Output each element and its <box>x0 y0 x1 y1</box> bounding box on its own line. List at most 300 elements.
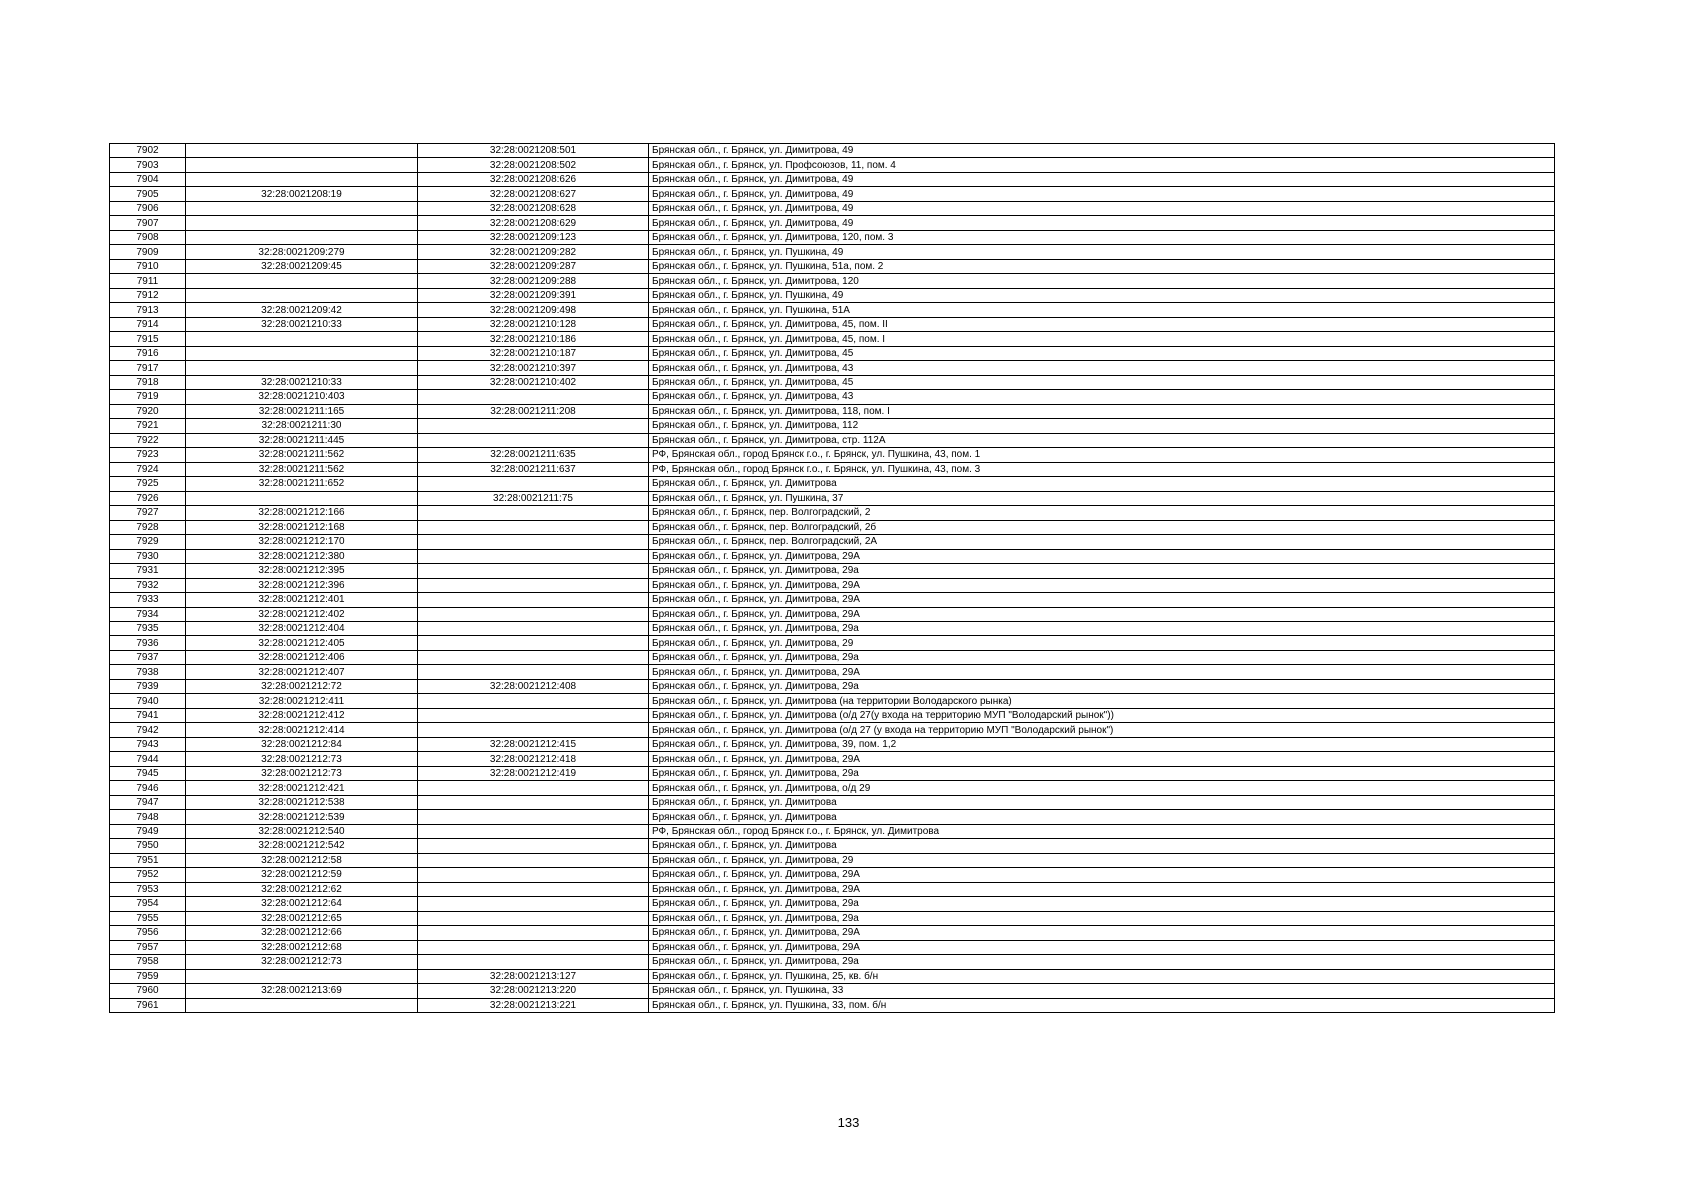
row-number-cell: 7923 <box>110 448 186 462</box>
row-number-cell: 7959 <box>110 969 186 983</box>
address-cell: Брянская обл., г. Брянск, ул. Димитрова, 29а <box>649 564 1555 578</box>
object-cadastral-number-cell <box>418 477 649 491</box>
table-row <box>110 390 1555 404</box>
object-cadastral-number-cell: 32:28:0021212:408 <box>418 679 649 693</box>
land-cadastral-number-cell: 32:28:0021212:421 <box>186 781 418 795</box>
row-number-cell: 7950 <box>110 839 186 853</box>
table-row <box>110 216 1555 230</box>
row-number-cell: 7933 <box>110 593 186 607</box>
row-number-cell: 7924 <box>110 462 186 476</box>
land-cadastral-number-cell <box>186 491 418 505</box>
row-number-cell: 7939 <box>110 679 186 693</box>
land-cadastral-number-cell: 32:28:0021212:401 <box>186 593 418 607</box>
land-cadastral-number-cell <box>186 274 418 288</box>
land-cadastral-number-cell: 32:28:0021209:279 <box>186 245 418 259</box>
land-cadastral-number-cell <box>186 144 418 158</box>
address-cell: Брянская обл., г. Брянск, ул. Димитрова, 120 <box>649 274 1555 288</box>
object-cadastral-number-cell <box>418 621 649 635</box>
row-number-cell: 7932 <box>110 578 186 592</box>
land-cadastral-number-cell: 32:28:0021210:33 <box>186 375 418 389</box>
table-row <box>110 520 1555 534</box>
address-cell: Брянская обл., г. Брянск, ул. Димитрова, о/д 29 <box>649 781 1555 795</box>
object-cadastral-number-cell: 32:28:0021212:415 <box>418 737 649 751</box>
land-cadastral-number-cell: 32:28:0021212:542 <box>186 839 418 853</box>
table-row <box>110 810 1555 824</box>
table-row <box>110 201 1555 215</box>
table-row <box>110 723 1555 737</box>
object-cadastral-number-cell <box>418 593 649 607</box>
land-cadastral-number-cell: 32:28:0021212:64 <box>186 897 418 911</box>
row-number-cell: 7956 <box>110 926 186 940</box>
table-row <box>110 332 1555 346</box>
row-number-cell: 7919 <box>110 390 186 404</box>
address-cell: Брянская обл., г. Брянск, ул. Профсоюзов, 11, пом. 4 <box>649 158 1555 172</box>
table-row <box>110 506 1555 520</box>
row-number-cell: 7904 <box>110 172 186 186</box>
address-cell: Брянская обл., г. Брянск, ул. Димитрова <box>649 839 1555 853</box>
address-cell: Брянская обл., г. Брянск, пер. Волгоградский, 2А <box>649 535 1555 549</box>
address-cell: Брянская обл., г. Брянск, ул. Димитрова, 39, пом. 1,2 <box>649 737 1555 751</box>
land-cadastral-number-cell: 32:28:0021212:65 <box>186 911 418 925</box>
table-row <box>110 650 1555 664</box>
object-cadastral-number-cell <box>418 708 649 722</box>
row-number-cell: 7930 <box>110 549 186 563</box>
address-cell: Брянская обл., г. Брянск, ул. Димитрова, 29а <box>649 766 1555 780</box>
land-cadastral-number-cell <box>186 172 418 186</box>
table-row <box>110 230 1555 244</box>
address-cell: Брянская обл., г. Брянск, ул. Димитрова, 29а <box>649 955 1555 969</box>
address-cell: Брянская обл., г. Брянск, ул. Димитрова <box>649 795 1555 809</box>
table-row <box>110 752 1555 766</box>
address-cell: Брянская обл., г. Брянск, ул. Димитрова, 29А <box>649 578 1555 592</box>
object-cadastral-number-cell <box>418 665 649 679</box>
address-cell: Брянская обл., г. Брянск, ул. Димитрова, 29А <box>649 882 1555 896</box>
row-number-cell: 7937 <box>110 650 186 664</box>
address-cell: Брянская обл., г. Брянск, ул. Димитрова, 49 <box>649 144 1555 158</box>
table-row <box>110 781 1555 795</box>
row-number-cell: 7934 <box>110 607 186 621</box>
address-cell: Брянская обл., г. Брянск, ул. Димитрова, 29а <box>649 679 1555 693</box>
object-cadastral-number-cell: 32:28:0021210:186 <box>418 332 649 346</box>
table-row <box>110 375 1555 389</box>
land-cadastral-number-cell: 32:28:0021212:404 <box>186 621 418 635</box>
object-cadastral-number-cell <box>418 868 649 882</box>
table-row <box>110 607 1555 621</box>
object-cadastral-number-cell <box>418 795 649 809</box>
row-number-cell: 7927 <box>110 506 186 520</box>
table-row <box>110 274 1555 288</box>
address-cell: Брянская обл., г. Брянск, ул. Пушкина, 37 <box>649 491 1555 505</box>
table-row <box>110 882 1555 896</box>
table-row <box>110 621 1555 635</box>
table-row <box>110 288 1555 302</box>
object-cadastral-number-cell: 32:28:0021210:397 <box>418 361 649 375</box>
land-cadastral-number-cell: 32:28:0021212:168 <box>186 520 418 534</box>
object-cadastral-number-cell: 32:28:0021212:419 <box>418 766 649 780</box>
land-cadastral-number-cell: 32:28:0021212:62 <box>186 882 418 896</box>
land-cadastral-number-cell: 32:28:0021209:42 <box>186 303 418 317</box>
row-number-cell: 7903 <box>110 158 186 172</box>
address-cell: Брянская обл., г. Брянск, ул. Димитрова, 29А <box>649 607 1555 621</box>
table-row <box>110 317 1555 331</box>
object-cadastral-number-cell <box>418 535 649 549</box>
row-number-cell: 7921 <box>110 419 186 433</box>
table-row <box>110 940 1555 954</box>
land-cadastral-number-cell: 32:28:0021211:562 <box>186 448 418 462</box>
table-row <box>110 419 1555 433</box>
object-cadastral-number-cell <box>418 723 649 737</box>
land-cadastral-number-cell: 32:28:0021210:33 <box>186 317 418 331</box>
land-cadastral-number-cell: 32:28:0021211:165 <box>186 404 418 418</box>
row-number-cell: 7911 <box>110 274 186 288</box>
land-cadastral-number-cell: 32:28:0021211:562 <box>186 462 418 476</box>
object-cadastral-number-cell: 32:28:0021209:391 <box>418 288 649 302</box>
table-row <box>110 636 1555 650</box>
row-number-cell: 7905 <box>110 187 186 201</box>
row-number-cell: 7907 <box>110 216 186 230</box>
row-number-cell: 7946 <box>110 781 186 795</box>
land-cadastral-number-cell: 32:28:0021212:402 <box>186 607 418 621</box>
land-cadastral-number-cell <box>186 361 418 375</box>
object-cadastral-number-cell: 32:28:0021213:127 <box>418 969 649 983</box>
land-cadastral-number-cell <box>186 998 418 1012</box>
object-cadastral-number-cell: 32:28:0021211:208 <box>418 404 649 418</box>
land-cadastral-number-cell: 32:28:0021212:170 <box>186 535 418 549</box>
object-cadastral-number-cell <box>418 694 649 708</box>
table-row <box>110 839 1555 853</box>
object-cadastral-number-cell: 32:28:0021211:75 <box>418 491 649 505</box>
page-number: 133 <box>837 1115 860 1130</box>
row-number-cell: 7961 <box>110 998 186 1012</box>
object-cadastral-number-cell: 32:28:0021209:287 <box>418 259 649 273</box>
object-cadastral-number-cell: 32:28:0021211:635 <box>418 448 649 462</box>
land-cadastral-number-cell: 32:28:0021212:396 <box>186 578 418 592</box>
address-cell: Брянская обл., г. Брянск, ул. Димитрова, 45 <box>649 346 1555 360</box>
address-cell: Брянская обл., г. Брянск, ул. Димитрова, 49 <box>649 172 1555 186</box>
address-cell: Брянская обл., г. Брянск, ул. Димитрова, 49 <box>649 201 1555 215</box>
land-cadastral-number-cell: 32:28:0021212:166 <box>186 506 418 520</box>
row-number-cell: 7935 <box>110 621 186 635</box>
land-cadastral-number-cell: 32:28:0021212:66 <box>186 926 418 940</box>
address-cell: Брянская обл., г. Брянск, ул. Димитрова (о/д 27(у входа на территорию МУП "Володарский рынок")) <box>649 708 1555 722</box>
land-cadastral-number-cell: 32:28:0021212:538 <box>186 795 418 809</box>
row-number-cell: 7948 <box>110 810 186 824</box>
table-row <box>110 737 1555 751</box>
table-row <box>110 491 1555 505</box>
row-number-cell: 7920 <box>110 404 186 418</box>
object-cadastral-number-cell: 32:28:0021210:402 <box>418 375 649 389</box>
land-cadastral-number-cell <box>186 158 418 172</box>
row-number-cell: 7953 <box>110 882 186 896</box>
address-cell: Брянская обл., г. Брянск, ул. Димитрова, 43 <box>649 390 1555 404</box>
object-cadastral-number-cell <box>418 926 649 940</box>
land-cadastral-number-cell <box>186 230 418 244</box>
object-cadastral-number-cell: 32:28:0021213:220 <box>418 984 649 998</box>
table-row <box>110 462 1555 476</box>
object-cadastral-number-cell: 32:28:0021208:629 <box>418 216 649 230</box>
row-number-cell: 7940 <box>110 694 186 708</box>
address-cell: Брянская обл., г. Брянск, ул. Димитрова, 29А <box>649 940 1555 954</box>
land-cadastral-number-cell: 32:28:0021212:73 <box>186 752 418 766</box>
address-cell: Брянская обл., г. Брянск, ул. Димитрова, 29А <box>649 665 1555 679</box>
address-cell: Брянская обл., г. Брянск, ул. Димитрова, 49 <box>649 187 1555 201</box>
object-cadastral-number-cell: 32:28:0021211:637 <box>418 462 649 476</box>
table-row <box>110 259 1555 273</box>
object-cadastral-number-cell <box>418 419 649 433</box>
table-row <box>110 477 1555 491</box>
row-number-cell: 7928 <box>110 520 186 534</box>
table-row <box>110 926 1555 940</box>
table-row <box>110 708 1555 722</box>
address-cell: Брянская обл., г. Брянск, ул. Димитрова, 29А <box>649 593 1555 607</box>
object-cadastral-number-cell <box>418 911 649 925</box>
row-number-cell: 7938 <box>110 665 186 679</box>
object-cadastral-number-cell <box>418 390 649 404</box>
address-cell: Брянская обл., г. Брянск, ул. Пушкина, 49 <box>649 288 1555 302</box>
land-cadastral-number-cell: 32:28:0021211:30 <box>186 419 418 433</box>
land-cadastral-number-cell <box>186 201 418 215</box>
address-cell: Брянская обл., г. Брянск, ул. Димитрова, 29А <box>649 549 1555 563</box>
row-number-cell: 7915 <box>110 332 186 346</box>
land-cadastral-number-cell: 32:28:0021209:45 <box>186 259 418 273</box>
table-row <box>110 984 1555 998</box>
row-number-cell: 7936 <box>110 636 186 650</box>
object-cadastral-number-cell <box>418 650 649 664</box>
land-cadastral-number-cell: 32:28:0021212:73 <box>186 766 418 780</box>
land-cadastral-number-cell: 32:28:0021212:412 <box>186 708 418 722</box>
table-row <box>110 868 1555 882</box>
row-number-cell: 7955 <box>110 911 186 925</box>
object-cadastral-number-cell: 32:28:0021209:288 <box>418 274 649 288</box>
address-cell: Брянская обл., г. Брянск, ул. Пушкина, 49 <box>649 245 1555 259</box>
address-cell: Брянская обл., г. Брянск, ул. Димитрова, 45, пом. II <box>649 317 1555 331</box>
address-cell: Брянская обл., г. Брянск, ул. Димитрова, 29а <box>649 621 1555 635</box>
land-cadastral-number-cell: 32:28:0021212:411 <box>186 694 418 708</box>
row-number-cell: 7906 <box>110 201 186 215</box>
address-cell: Брянская обл., г. Брянск, ул. Пушкина, 33 <box>649 984 1555 998</box>
address-cell: Брянская обл., г. Брянск, ул. Димитрова <box>649 477 1555 491</box>
row-number-cell: 7947 <box>110 795 186 809</box>
address-cell: Брянская обл., г. Брянск, ул. Димитрова, 49 <box>649 216 1555 230</box>
row-number-cell: 7958 <box>110 955 186 969</box>
object-cadastral-number-cell <box>418 897 649 911</box>
land-cadastral-number-cell: 32:28:0021212:414 <box>186 723 418 737</box>
object-cadastral-number-cell: 32:28:0021208:501 <box>418 144 649 158</box>
land-cadastral-number-cell: 32:28:0021212:405 <box>186 636 418 650</box>
land-cadastral-number-cell: 32:28:0021212:407 <box>186 665 418 679</box>
object-cadastral-number-cell: 32:28:0021209:123 <box>418 230 649 244</box>
address-cell: Брянская обл., г. Брянск, ул. Димитрова, 118, пом. I <box>649 404 1555 418</box>
address-cell: Брянская обл., г. Брянск, ул. Пушкина, 25, кв. б/н <box>649 969 1555 983</box>
address-cell: Брянская обл., г. Брянск, ул. Димитрова, 29а <box>649 650 1555 664</box>
object-cadastral-number-cell <box>418 955 649 969</box>
row-number-cell: 7945 <box>110 766 186 780</box>
row-number-cell: 7929 <box>110 535 186 549</box>
row-number-cell: 7916 <box>110 346 186 360</box>
row-number-cell: 7918 <box>110 375 186 389</box>
row-number-cell: 7909 <box>110 245 186 259</box>
row-number-cell: 7917 <box>110 361 186 375</box>
table-row <box>110 448 1555 462</box>
row-number-cell: 7910 <box>110 259 186 273</box>
table-row <box>110 694 1555 708</box>
object-cadastral-number-cell <box>418 810 649 824</box>
address-cell: Брянская обл., г. Брянск, пер. Волгоградский, 2б <box>649 520 1555 534</box>
table-row <box>110 998 1555 1012</box>
land-cadastral-number-cell: 32:28:0021212:406 <box>186 650 418 664</box>
object-cadastral-number-cell: 32:28:0021213:221 <box>418 998 649 1012</box>
object-cadastral-number-cell <box>418 882 649 896</box>
land-cadastral-number-cell: 32:28:0021212:395 <box>186 564 418 578</box>
table-row <box>110 535 1555 549</box>
table-row <box>110 303 1555 317</box>
object-cadastral-number-cell <box>418 564 649 578</box>
table-row <box>110 955 1555 969</box>
object-cadastral-number-cell <box>418 636 649 650</box>
object-cadastral-number-cell <box>418 520 649 534</box>
address-cell: Брянская обл., г. Брянск, ул. Пушкина, 51А <box>649 303 1555 317</box>
table-row <box>110 404 1555 418</box>
address-cell: Брянская обл., г. Брянск, ул. Димитрова, 29а <box>649 897 1555 911</box>
table-row <box>110 245 1555 259</box>
address-cell: Брянская обл., г. Брянск, ул. Димитрова, 29А <box>649 752 1555 766</box>
object-cadastral-number-cell <box>418 433 649 447</box>
object-cadastral-number-cell <box>418 940 649 954</box>
row-number-cell: 7908 <box>110 230 186 244</box>
object-cadastral-number-cell <box>418 853 649 867</box>
land-cadastral-number-cell: 32:28:0021213:69 <box>186 984 418 998</box>
table-row <box>110 853 1555 867</box>
land-cadastral-number-cell <box>186 969 418 983</box>
row-number-cell: 7931 <box>110 564 186 578</box>
row-number-cell: 7951 <box>110 853 186 867</box>
table-row <box>110 549 1555 563</box>
row-number-cell: 7960 <box>110 984 186 998</box>
land-cadastral-number-cell: 32:28:0021212:68 <box>186 940 418 954</box>
land-cadastral-number-cell <box>186 346 418 360</box>
table-row <box>110 911 1555 925</box>
table-row <box>110 187 1555 201</box>
address-cell: Брянская обл., г. Брянск, ул. Димитрова, 120, пом. 3 <box>649 230 1555 244</box>
address-cell: Брянская обл., г. Брянск, ул. Димитрова, 29а <box>649 911 1555 925</box>
address-cell: Брянская обл., г. Брянск, ул. Димитрова <box>649 810 1555 824</box>
address-cell: Брянская обл., г. Брянск, ул. Пушкина, 51а, пом. 2 <box>649 259 1555 273</box>
address-cell: Брянская обл., г. Брянск, ул. Димитрова, 112 <box>649 419 1555 433</box>
object-cadastral-number-cell: 32:28:0021208:626 <box>418 172 649 186</box>
row-number-cell: 7926 <box>110 491 186 505</box>
land-cadastral-number-cell: 32:28:0021212:72 <box>186 679 418 693</box>
object-cadastral-number-cell: 32:28:0021208:628 <box>418 201 649 215</box>
address-cell: Брянская обл., г. Брянск, ул. Пушкина, 33, пом. б/н <box>649 998 1555 1012</box>
table-row <box>110 679 1555 693</box>
row-number-cell: 7952 <box>110 868 186 882</box>
row-number-cell: 7954 <box>110 897 186 911</box>
address-cell: РФ, Брянская обл., город Брянск г.о., г. Брянск, ул. Димитрова <box>649 824 1555 838</box>
address-cell: Брянская обл., г. Брянск, ул. Димитрова, 29А <box>649 926 1555 940</box>
table-row <box>110 795 1555 809</box>
land-cadastral-number-cell: 32:28:0021212:380 <box>186 549 418 563</box>
address-cell: РФ, Брянская обл., город Брянск г.о., г. Брянск, ул. Пушкина, 43, пом. 3 <box>649 462 1555 476</box>
land-cadastral-number-cell: 32:28:0021212:58 <box>186 853 418 867</box>
cadastral-register-table <box>109 143 1555 1013</box>
table-row <box>110 144 1555 158</box>
land-cadastral-number-cell: 32:28:0021208:19 <box>186 187 418 201</box>
address-cell: Брянская обл., г. Брянск, ул. Димитрова, 29А <box>649 868 1555 882</box>
address-cell: Брянская обл., г. Брянск, ул. Димитрова, стр. 112А <box>649 433 1555 447</box>
table-row <box>110 158 1555 172</box>
land-cadastral-number-cell: 32:28:0021212:73 <box>186 955 418 969</box>
object-cadastral-number-cell <box>418 549 649 563</box>
table-row <box>110 766 1555 780</box>
row-number-cell: 7925 <box>110 477 186 491</box>
address-cell: Брянская обл., г. Брянск, ул. Димитрова, 29 <box>649 636 1555 650</box>
row-number-cell: 7949 <box>110 824 186 838</box>
table-row <box>110 361 1555 375</box>
land-cadastral-number-cell <box>186 216 418 230</box>
table-row <box>110 665 1555 679</box>
object-cadastral-number-cell: 32:28:0021210:128 <box>418 317 649 331</box>
land-cadastral-number-cell: 32:28:0021212:540 <box>186 824 418 838</box>
row-number-cell: 7942 <box>110 723 186 737</box>
table-row <box>110 824 1555 838</box>
address-cell: Брянская обл., г. Брянск, ул. Димитрова, 29 <box>649 853 1555 867</box>
object-cadastral-number-cell <box>418 607 649 621</box>
object-cadastral-number-cell: 32:28:0021208:627 <box>418 187 649 201</box>
table-row <box>110 969 1555 983</box>
row-number-cell: 7913 <box>110 303 186 317</box>
address-cell: РФ, Брянская обл., город Брянск г.о., г. Брянск, ул. Пушкина, 43, пом. 1 <box>649 448 1555 462</box>
row-number-cell: 7902 <box>110 144 186 158</box>
row-number-cell: 7912 <box>110 288 186 302</box>
land-cadastral-number-cell <box>186 288 418 302</box>
address-cell: Брянская обл., г. Брянск, ул. Димитрова, 43 <box>649 361 1555 375</box>
land-cadastral-number-cell: 32:28:0021212:539 <box>186 810 418 824</box>
land-cadastral-number-cell: 32:28:0021212:84 <box>186 737 418 751</box>
row-number-cell: 7957 <box>110 940 186 954</box>
address-cell: Брянская обл., г. Брянск, пер. Волгоградский, 2 <box>649 506 1555 520</box>
object-cadastral-number-cell: 32:28:0021208:502 <box>418 158 649 172</box>
address-cell: Брянская обл., г. Брянск, ул. Димитрова, 45, пом. I <box>649 332 1555 346</box>
land-cadastral-number-cell: 32:28:0021211:445 <box>186 433 418 447</box>
row-number-cell: 7944 <box>110 752 186 766</box>
address-cell: Брянская обл., г. Брянск, ул. Димитрова (на территории Володарского рынка) <box>649 694 1555 708</box>
object-cadastral-number-cell <box>418 839 649 853</box>
object-cadastral-number-cell: 32:28:0021209:498 <box>418 303 649 317</box>
object-cadastral-number-cell: 32:28:0021210:187 <box>418 346 649 360</box>
table-row <box>110 578 1555 592</box>
address-cell: Брянская обл., г. Брянск, ул. Димитрова, 45 <box>649 375 1555 389</box>
object-cadastral-number-cell: 32:28:0021209:282 <box>418 245 649 259</box>
object-cadastral-number-cell <box>418 824 649 838</box>
table-row <box>110 564 1555 578</box>
row-number-cell: 7943 <box>110 737 186 751</box>
table-row <box>110 346 1555 360</box>
table-row <box>110 593 1555 607</box>
address-cell: Брянская обл., г. Брянск, ул. Димитрова (о/д 27 (у входа на территорию МУП "Володарский рынок") <box>649 723 1555 737</box>
object-cadastral-number-cell <box>418 578 649 592</box>
table-row <box>110 897 1555 911</box>
register-table-body <box>110 144 1555 1013</box>
object-cadastral-number-cell: 32:28:0021212:418 <box>418 752 649 766</box>
land-cadastral-number-cell <box>186 332 418 346</box>
land-cadastral-number-cell: 32:28:0021211:652 <box>186 477 418 491</box>
table-row <box>110 172 1555 186</box>
object-cadastral-number-cell <box>418 781 649 795</box>
object-cadastral-number-cell <box>418 506 649 520</box>
land-cadastral-number-cell: 32:28:0021210:403 <box>186 390 418 404</box>
row-number-cell: 7922 <box>110 433 186 447</box>
row-number-cell: 7914 <box>110 317 186 331</box>
